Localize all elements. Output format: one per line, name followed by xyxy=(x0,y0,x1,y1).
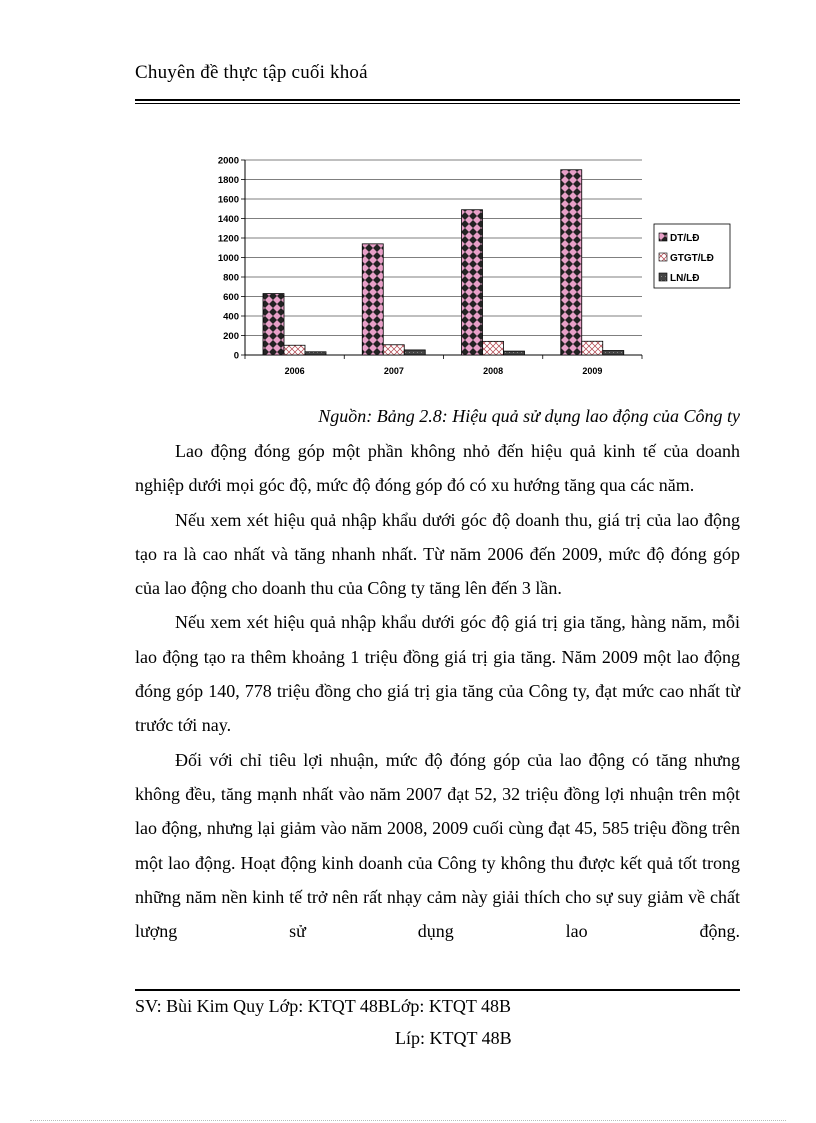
y-tick-label: 400 xyxy=(223,311,239,323)
bar-DT/LĐ-2008 xyxy=(462,210,483,355)
header-rule-bottom xyxy=(135,103,740,104)
y-tick-label: 600 xyxy=(223,292,239,303)
page-edge-line xyxy=(30,1120,786,1121)
y-tick-label: 2000 xyxy=(217,155,239,167)
paragraph-2: Nếu xem xét hiệu quả nhập khẩu dưới góc độ doanh thu, giá trị của lao động tạo ra là cao nhất và tăng nhanh nhất. Từ năm 2006 đến 2009, mức độ đóng góp của lao động cho doanh thu của Công ty tăng lên đến 3 lần. xyxy=(135,509,740,599)
body-text xyxy=(135,434,740,948)
chart-gridlines xyxy=(245,160,642,355)
x-tick-label: 2009 xyxy=(582,366,603,376)
y-axis-ticks xyxy=(218,156,239,362)
x-tick-label: 2008 xyxy=(483,366,504,376)
y-tick-label: 1000 xyxy=(217,253,239,264)
legend-swatch xyxy=(659,273,667,281)
bar-DT/LĐ-2009 xyxy=(561,170,582,355)
bar-DT/LĐ-2006 xyxy=(263,294,284,355)
y-tick-label: 1200 xyxy=(217,233,239,245)
footer-class-info: Líp: KTQT 48B xyxy=(395,1028,512,1048)
y-tick-label: 200 xyxy=(223,331,239,342)
y-tick-label: 1400 xyxy=(217,214,239,225)
legend-label: GTGT/LĐ xyxy=(670,253,714,264)
y-tick-label: 800 xyxy=(223,272,239,284)
bar-GTGT/LĐ-2006 xyxy=(284,345,305,355)
y-tick-label: 0 xyxy=(233,350,239,362)
bar-LN/LĐ-2009 xyxy=(603,351,624,355)
bar-LN/LĐ-2008 xyxy=(504,351,525,355)
page-header-title: Chuyên đề thực tập cuối khoá xyxy=(135,62,368,83)
paragraph-4: Đối với chỉ tiêu lợi nhuận, mức độ đóng góp của lao động có tăng nhưng không đều, tăng mạnh nhất vào năm 2007 đạt 52, 32 triệu đồng lợi nhuận trên một lao động, nhưng lại giảm vào năm 2008, 2009 cuối cùng đạt 45, 585 triệu đồng trên một lao động. Hoạt động kinh doanh của Công ty không thu được kết quả tốt trong những năm nền kinh tế trở nên rất nhạy cảm này giải thích cho sự suy giảm về chất lượng sử dụng lao động. xyxy=(135,749,740,942)
y-tick-label: 1800 xyxy=(217,175,239,186)
bar-GTGT/LĐ-2009 xyxy=(582,341,603,355)
header-rule-top xyxy=(135,99,740,101)
bar-chart xyxy=(205,148,745,388)
bar-LN/LĐ-2007 xyxy=(404,350,425,355)
bar-GTGT/LĐ-2007 xyxy=(383,345,404,355)
legend-label: DT/LĐ xyxy=(670,233,700,244)
chart-bars xyxy=(263,170,624,355)
x-axis-ticks xyxy=(285,366,603,376)
footer-student-info: SV: Bùi Kim Quy Lớp: KTQT 48BLớp: KTQT 48B xyxy=(135,996,512,1016)
bar-GTGT/LĐ-2008 xyxy=(483,341,504,355)
bar-DT/LĐ-2007 xyxy=(362,244,383,355)
bar-LN/LĐ-2006 xyxy=(305,352,326,355)
x-tick-label: 2006 xyxy=(284,366,305,376)
paragraph-1: Lao động đóng góp một phần không nhỏ đến hiệu quả kinh tế của doanh nghiệp dưới mọi góc độ, mức độ đóng góp đó có xu hướng tăng qua các năm. xyxy=(135,441,740,496)
paragraph-3: Nếu xem xét hiệu quả nhập khẩu dưới góc độ giá trị gia tăng, hàng năm, mỗi lao động tạo ra thêm khoảng 1 triệu đồng giá trị gia tăng. Năm 2009 một lao động đóng góp 140, 778 triệu đồng cho giá trị gia tăng của Công ty, đạt mức cao nhất từ trước tới nay. xyxy=(135,612,740,736)
legend-swatch xyxy=(659,233,667,241)
figure-caption: Nguồn: Bảng 2.8: Hiệu quả sử dụng lao động của Công ty xyxy=(318,406,740,426)
chart-legend xyxy=(654,224,730,288)
y-tick-label: 1600 xyxy=(217,194,239,206)
legend-label: LN/LĐ xyxy=(670,273,700,284)
x-tick-label: 2007 xyxy=(383,366,404,376)
legend-swatch xyxy=(659,253,667,261)
footer-rule xyxy=(135,989,740,991)
